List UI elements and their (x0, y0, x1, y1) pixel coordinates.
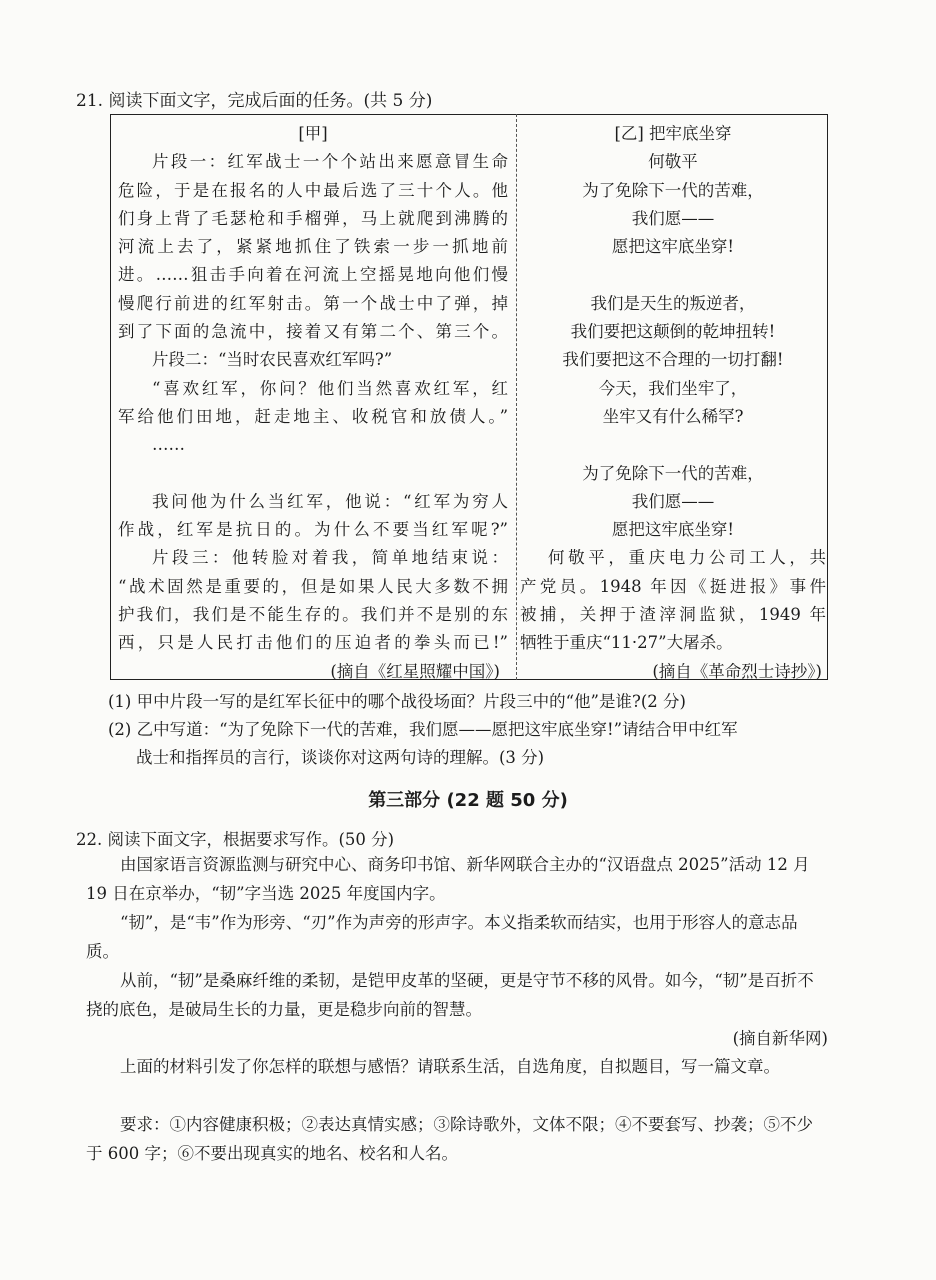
poem-line: 愿把这牢底坐穿! (611, 520, 735, 540)
passage-a-line: 护我们，我们是不能生存的。我们并不是别的东 (118, 605, 508, 625)
passage-a-line: 西，只是人民打击他们的压迫者的拳头而已!” (118, 633, 508, 653)
passage-a-source: (摘自《红星照耀中国》) (330, 661, 500, 681)
passage-a-line: “战术固然是重要的，但是如果人民大多数不拥 (118, 576, 508, 596)
poem-line (520, 261, 826, 289)
passage-a-line: 片段二：“当时农民喜欢红军吗?” (152, 350, 393, 370)
poem-line (520, 431, 826, 459)
subquestion-2-cont: 战士和指挥员的言行，谈谈你对这两句诗的理解。(3 分) (136, 748, 545, 767)
part-three-heading: 第三部分 (22 题 50 分) (368, 790, 568, 811)
passage-a-line: 作战，红军是抗日的。为什么不要当红军呢?” (118, 520, 508, 540)
poem-line: 我们是天生的叛逆者， (590, 293, 756, 313)
passage-a-line: 危险，于是在报名的人中最后选了三十个人。他 (118, 180, 508, 200)
poem-line: 我们愿—— (631, 208, 715, 228)
writing-prompt: 上面的材料引发了你怎样的联想与感悟？请联系生活，自选角度，自拟题目，写一篇文章。 (120, 1057, 780, 1076)
author-note-line: 被捕，关押于渣滓洞监狱，1949 年 (520, 605, 826, 625)
passage-a-line: 慢爬行前进的红军射击。第一个战士中了弹，掉 (118, 293, 508, 313)
poem-line: 愿把这牢底坐穿! (611, 237, 735, 257)
passage-a-line: 片段一：红军战士一个个站出来愿意冒生命 (152, 152, 508, 172)
question-22-title: 22. 阅读下面文字，根据要求写作。(50 分) (76, 830, 395, 849)
passage-b-source: (摘自《革命烈士诗抄》) (652, 661, 822, 681)
poem-line: 我们要把这颠倒的乾坤扭转! (570, 322, 776, 342)
poem-line: 我们要把这不合理的一切打翻! (562, 350, 784, 370)
passage-a-line (118, 460, 508, 488)
passage-a-header: [甲] (298, 124, 328, 143)
passage-a-line: 军给他们田地，赶走地主、收税官和放债人。” (118, 406, 508, 426)
passage-a (118, 120, 508, 686)
poem-author: 何敬平 (648, 152, 698, 172)
poem-line: 坐牢又有什么稀罕? (602, 406, 744, 426)
author-note-line: 产党员。1948 年因《挺进报》事件 (520, 576, 826, 596)
poem-line: 为了免除下一代的苦难， (582, 463, 764, 483)
column-divider (516, 114, 517, 680)
material-paragraph-1: 由国家语言资源监测与研究中心、商务印书馆、新华网联合主办的“汉语盘点 2025”活动 12 月 19 日在京举办，“韧”字当选 2025 年度国内字。 (86, 855, 810, 903)
author-note-line: 牺牲于重庆“11·27”大屠杀。 (520, 633, 733, 653)
subquestion-1: (1) 甲中片段一写的是红军长征中的哪个战役场面？片段三中的“他”是谁?(2 分) (108, 692, 686, 711)
poem-line: 我们愿—— (631, 491, 715, 511)
material-paragraph-2: “韧”，是“韦”作为形旁、“刃”作为声旁的形声字。本义指柔软而结实，也用于形容人的意志品质。 (86, 913, 798, 961)
author-note-line: 何敬平，重庆电力公司工人，共 (548, 548, 826, 568)
passage-a-line: 河流上去了，紧紧地抓住了铁索一步一抓地前 (118, 237, 508, 257)
material-paragraph-3: 从前，“韧”是桑麻纤维的柔韧，是铠甲皮革的坚硬，更是守节不移的风骨。如今，“韧”是百折不挠的底色，是破局生长的力量，更是稳步向前的智慧。 (86, 971, 814, 1019)
passage-a-line: …… (152, 435, 185, 455)
poem-line: 为了免除下一代的苦难， (582, 180, 764, 200)
passage-a-line: 进。……狙击手向着在河流上空摇晃地向他们慢 (118, 265, 508, 285)
passage-a-line: “喜欢红军，你问？他们当然喜欢红军，红 (152, 378, 508, 398)
material-source: (摘自新华网) (732, 1029, 828, 1048)
passage-a-line: 到了下面的急流中，接着又有第二个、第三个。 (118, 322, 508, 342)
question-21-title: 21. 阅读下面文字，完成后面的任务。(共 5 分) (76, 91, 433, 111)
passage-b (520, 120, 826, 686)
poem-title: [乙] 把牢底坐穿 (614, 124, 732, 143)
writing-requirements: 要求：①内容健康积极；②表达真情实感；③除诗歌外，文体不限；④不要套写、抄袭；⑤不少于 600 字；⑥不要出现真实的地名、校名和人名。 (86, 1115, 813, 1163)
poem-line: 今天，我们坐牢了， (598, 378, 748, 398)
subquestion-2: (2) 乙中写道：“为了免除下一代的苦难，我们愿——愿把这牢底坐穿!”请结合甲中红军 (108, 720, 738, 739)
passage-a-line: 片段三：他转脸对着我，简单地结束说： (152, 548, 508, 568)
passage-a-line: 我问他为什么当红军，他说：“红军为穷人 (152, 491, 508, 511)
passage-a-line: 们身上背了毛瑟枪和手榴弹，马上就爬到沸腾的 (118, 208, 508, 228)
